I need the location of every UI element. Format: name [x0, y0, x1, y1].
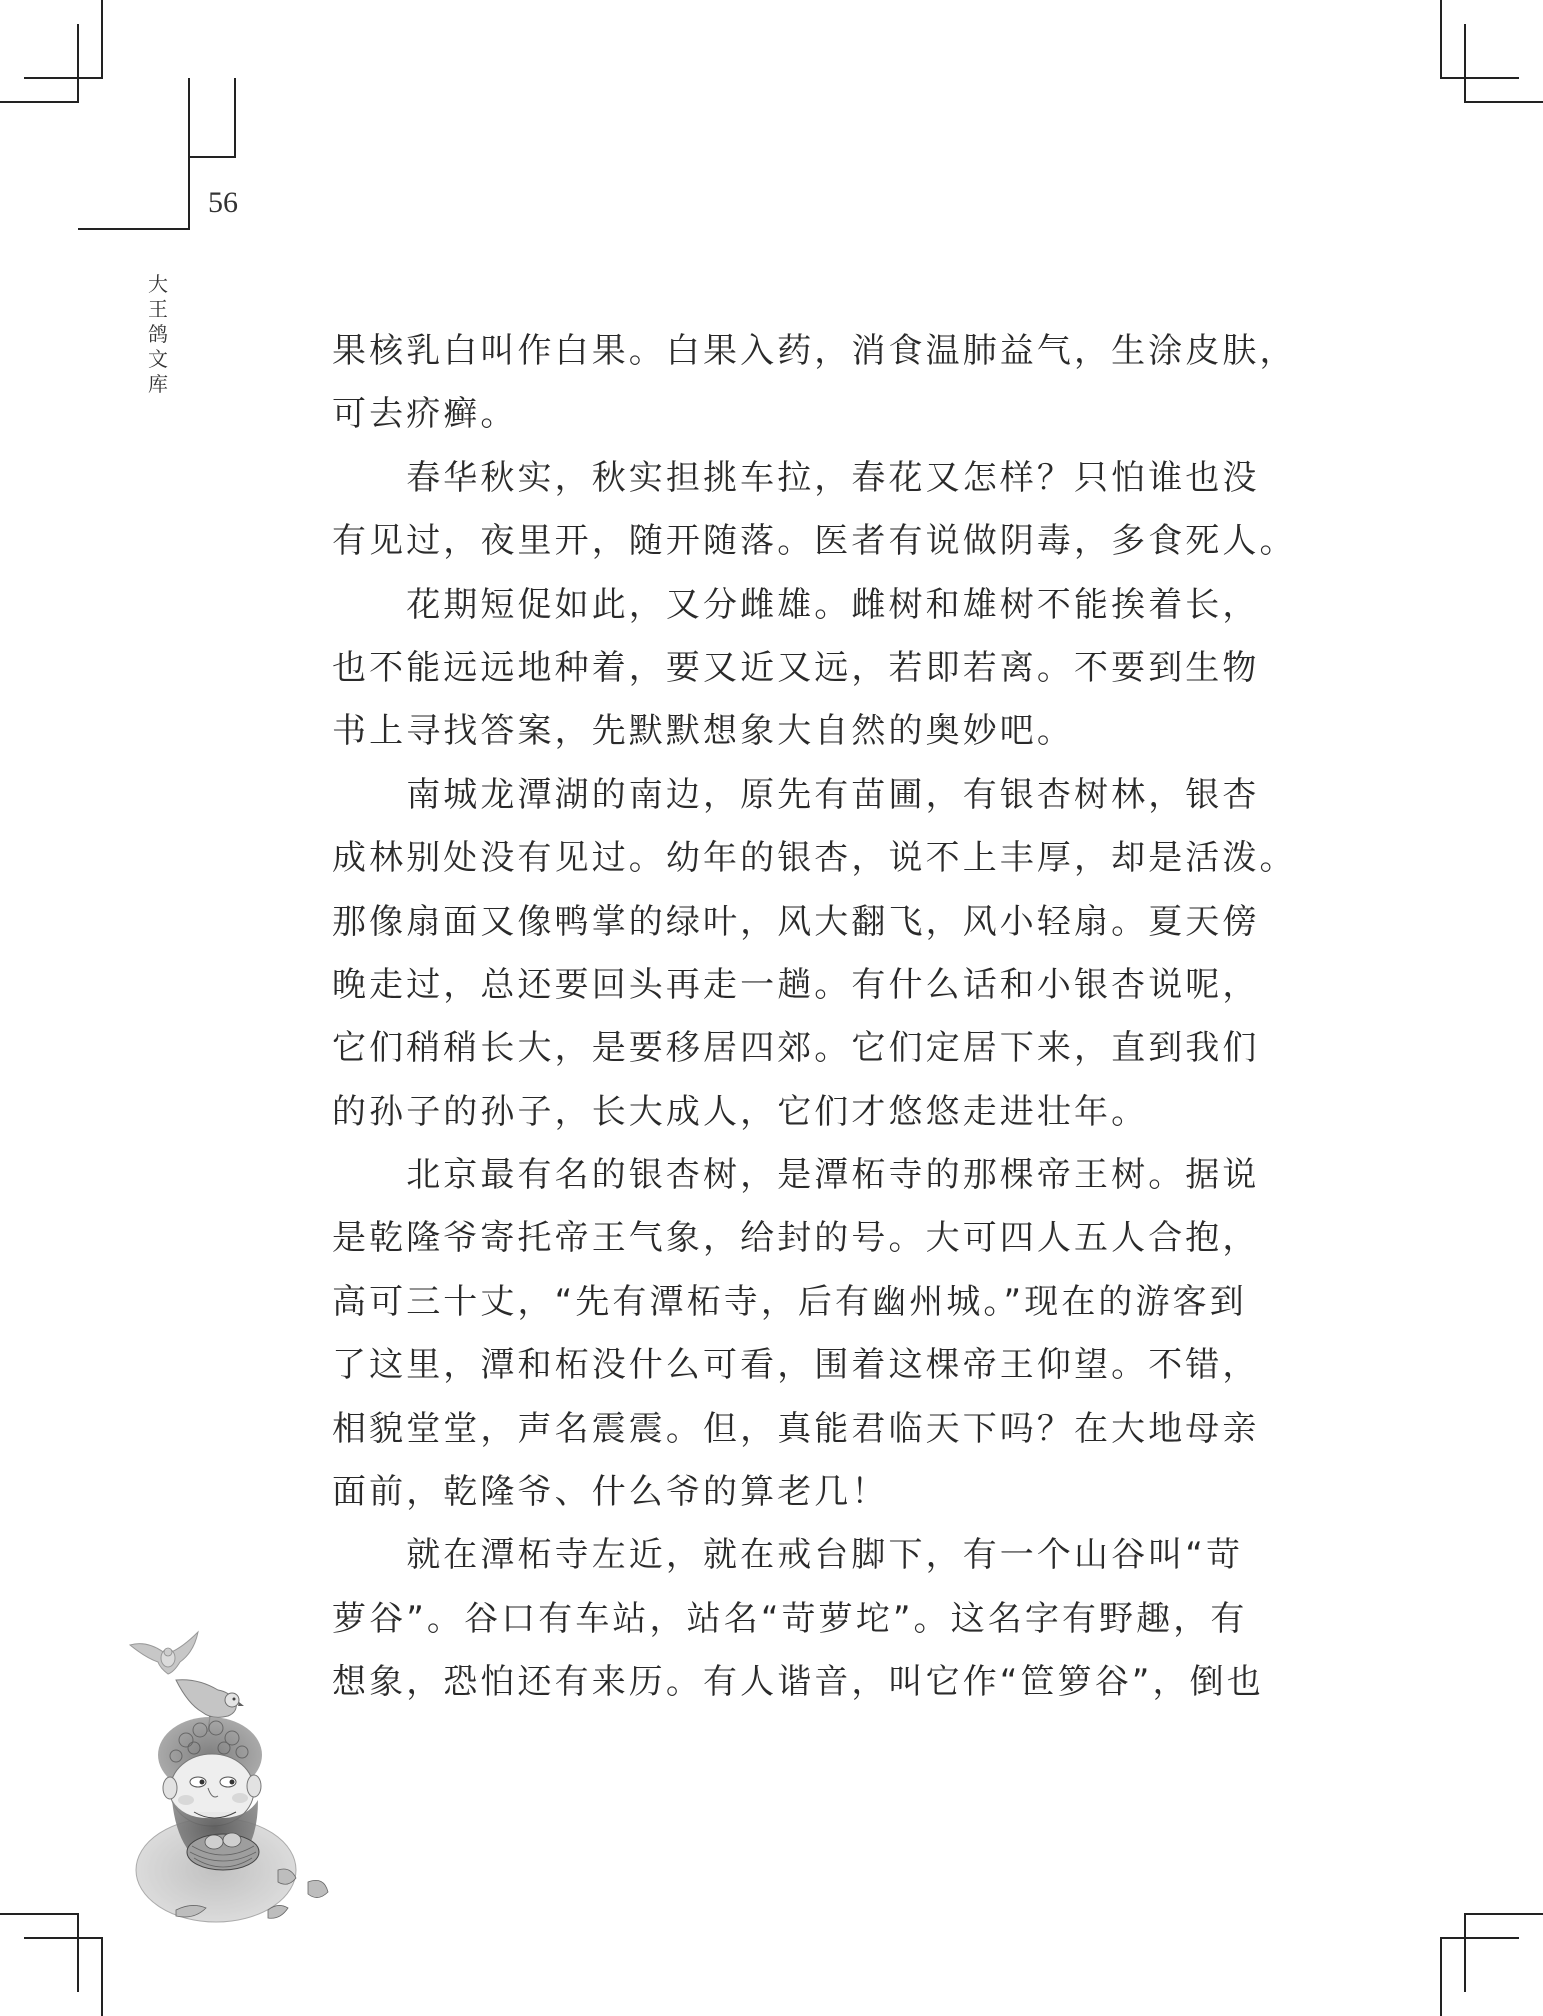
text-line: 北京最有名的银杏树，是潭柘寺的那棵帝王树。据说: [332, 1155, 1260, 1196]
text-line: 它们稍稍长大，是要移居四郊。它们定居下来，直到我们: [332, 1028, 1260, 1069]
series-label-char: 王: [148, 297, 168, 321]
frame-line: [188, 156, 236, 158]
text-line: 那像扇面又像鸭掌的绿叶，风大翻飞，风小轻扇。夏天傍: [332, 901, 1260, 942]
text-line: 成林别处没有见过。幼年的银杏，说不上丰厚，却是活泼。: [332, 838, 1297, 879]
text-line: 萝谷”。谷口有车站，站名“苛萝坨”。这名字有野趣，有: [332, 1598, 1248, 1639]
series-label-char: 大: [148, 272, 168, 296]
text-line: 春华秋实，秋实担挑车拉，春花又怎样？只怕谁也没: [332, 457, 1260, 498]
crop-mark-line: [0, 101, 79, 103]
crop-mark-line: [1464, 101, 1543, 103]
text-line: 是乾隆爷寄托帝王气象，给封的号。大可四人五人合抱，: [332, 1218, 1260, 1259]
frame-line: [78, 228, 190, 230]
crop-mark-line: [77, 1913, 79, 1992]
text-line: 相貌堂堂，声名震震。但，真能君临天下吗？在大地母亲: [332, 1408, 1260, 1449]
text-line: 高可三十丈，“先有潭柘寺，后有幽州城。”现在的游客到: [332, 1281, 1247, 1322]
text-line: 也不能远远地种着，要又近又远，若即若离。不要到生物: [332, 647, 1260, 688]
text-line: 想象，恐怕还有来历。有人谐音，叫它作“笸箩谷”，倒也: [332, 1662, 1264, 1703]
crop-mark-line: [0, 1913, 79, 1915]
series-label-char: 鸽: [148, 322, 168, 346]
frame-line: [234, 78, 236, 158]
text-line: 花期短促如此，又分雌雄。雌树和雄树不能挨着长，: [332, 584, 1260, 625]
crop-mark-line: [101, 0, 103, 79]
crop-mark-line: [1440, 1937, 1519, 1939]
frame-line: [188, 78, 190, 230]
crop-mark-line: [24, 1937, 103, 1939]
crop-mark-line: [24, 77, 103, 79]
crop-mark-line: [101, 1937, 103, 2016]
series-label: [146, 272, 170, 397]
crop-mark-line: [1440, 77, 1519, 79]
series-label-char: 文: [148, 347, 168, 371]
sketch-illustration-icon: [128, 1620, 348, 1940]
flying-bird: [130, 1632, 198, 1674]
text-line: 了这里，潭和柘没什么可看，围着这棵帝王仰望。不错，: [332, 1345, 1260, 1386]
text-line: 有见过，夜里开，随开随落。医者有说做阴毒，多食死人。: [332, 521, 1297, 562]
text-line: 的孙子的孙子，长大成人，它们才悠悠走进壮年。: [332, 1091, 1149, 1132]
crop-mark-line: [1464, 1913, 1543, 1915]
text-line: 晚走过，总还要回头再走一趟。有什么话和小银杏说呢，: [332, 964, 1260, 1005]
crop-mark-line: [77, 24, 79, 103]
text-line: 面前，乾隆爷、什么爷的算老几！: [332, 1472, 889, 1513]
text-line: 果核乳白叫作白果。白果入药，消食温肺益气，生涂皮肤，: [332, 331, 1297, 371]
illustration-bearded-man: [128, 1620, 348, 1940]
body-text: [332, 320, 1297, 1715]
text-line: 南城龙潭湖的南边，原先有苗圃，有银杏树林，银杏: [332, 774, 1260, 815]
page-number: 56: [208, 186, 238, 219]
text-line: 可去疥癣。: [332, 394, 518, 435]
series-label-char: 库: [148, 372, 168, 396]
text-line: 就在潭柘寺左近，就在戒台脚下，有一个山谷叫“苛: [332, 1535, 1244, 1576]
crop-mark-line: [1464, 1913, 1466, 1992]
crop-mark-line: [1440, 0, 1442, 79]
crop-mark-line: [1464, 24, 1466, 103]
crop-mark-line: [1440, 1937, 1442, 2016]
text-line: 书上寻找答案，先默默想象大自然的奥妙吧。: [332, 711, 1074, 752]
